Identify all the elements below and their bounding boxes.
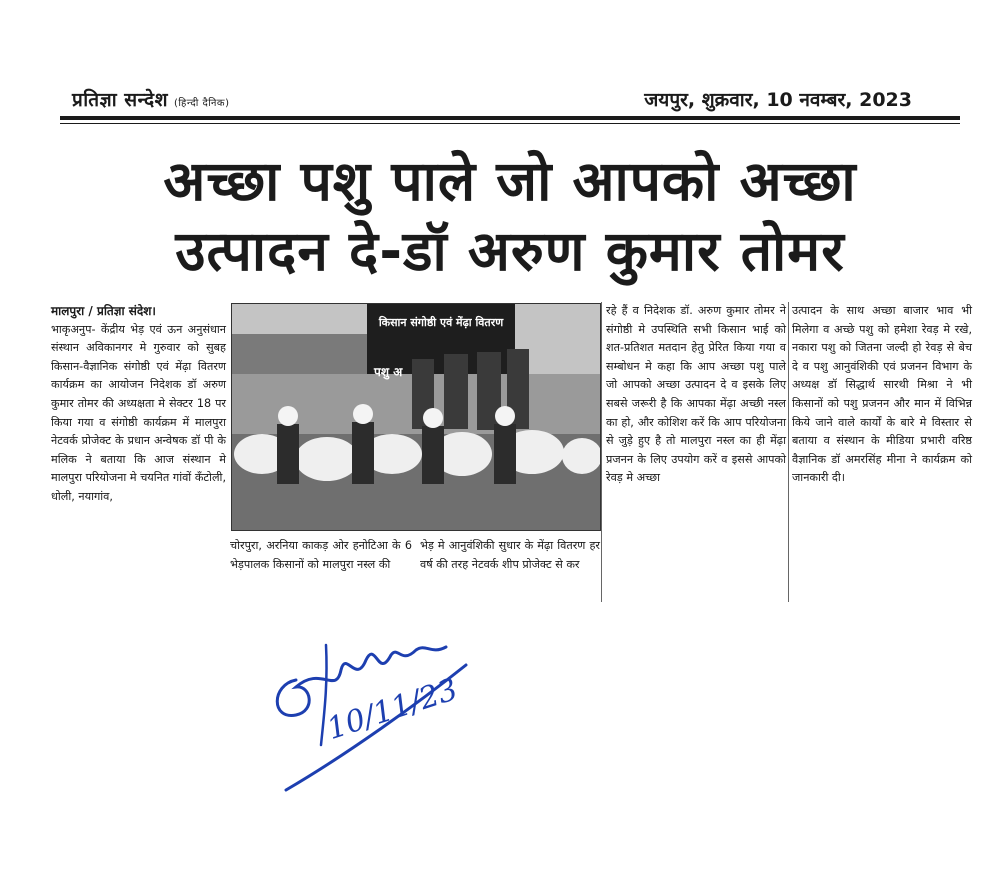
headline-line-1: अच्छा पशु पाले जो आपको अच्छा <box>163 149 857 213</box>
article-column-2: चोरपुरा, अरनिया काकड़ ओर हनोटिआ के 6 भेड़पालक किसानों को मालपुरा नस्ल की <box>230 539 412 571</box>
masthead-rule <box>60 116 960 120</box>
column-divider <box>788 302 789 602</box>
headline-line-2: उत्पादन दे-डॉ अरुण कुमार तोमर <box>175 219 845 283</box>
article-column-5: उत्पादन के साथ अच्छा बाजार भाव भी मिलेगा व अच्छे पशु को हमेशा रेवड़ मे रखे, नकारा पशु को जितना जल्दी हो रेवड़ से बेच दे व पशु आनुवंशिकी एवं प्रजनन विभाग के अध्यक्ष डॉ सिद्धार्थ सारथी मिश्रा ने भी किसानों को पशु प्रजनन और मान में विभिन्न किये जाने वाले कार्यों के बारे मे विस्तार से बताया व संस्थान के मीडिया प्रभारी वरिष्ठ वैज्ञानिक डॉ अमरसिंह मीना ने कार्यक्रम को जानकारी दी। <box>792 304 972 485</box>
column-1-text: भाकृअनुप- केंद्रीय भेड़ एवं ऊन अनुसंधान संस्थान अविकानगर मे गुरुवार को सुबह किसान-वैज्ञानिक संगोष्ठी एवं मेंढ़ा वितरण कार्यक्रम का आयोजन निदेशक डॉ अरुण कुमार तोमर की अध्यक्षता मे सेक्टर 18 पर किया गया व संगोष्ठी कार्यक्रम में मालपुरा नेटवर्क प्रोजेक्ट के प्रधान अन्वेषक डॉ पी के मलिक ने बताया कि आज संस्थान मे मालपुरा परियोजना मे चयनित गांवों कँटोली, धोली, नयागांव, <box>51 322 226 503</box>
paper-name: प्रतिज्ञा सन्देश <box>72 89 169 111</box>
masthead-date: जयपुर, शुक्रवार, 10 नवम्बर, 2023 <box>644 89 912 111</box>
signature-date: 10/11/23 <box>322 672 462 747</box>
photo-illustration <box>232 304 600 530</box>
article-column-3: भेड़ मे आनुवंशिकी सुधार के मेंढ़ा वितरण हर वर्ष की तरह नेटवर्क शीप प्रोजेक्ट से कर <box>420 539 600 571</box>
photo-sub-text: पशु अ <box>374 365 403 379</box>
masthead-paper-name <box>72 86 230 112</box>
article-dateline: मालपुरा / प्रतिज्ञा संदेश। <box>51 304 156 318</box>
paper-type: (हिन्दी दैनिक) <box>174 98 230 109</box>
article-column-4: रहे हैं व निदेशक डॉ. अरुण कुमार तोमर ने संगोष्ठी मे उपस्थिति सभी किसान भाई को शत-प्रतिशत मतदान हेतु प्रेरित किया गया व सम्बोधन मे कहा कि आप अच्छा पशु पाले जो आपको अच्छा उत्पादन दे व इसके लिए सबसे जरूरी है कि आपका मेंढ़ा अच्छी नस्ल का हो, और कोशिश करें कि आप परियोजना से जुड़े हुए है तो मालपुरा नस्ल का ही मेंढ़ा प्रजनन के लिए उपयोग करें व इससे आपको रेवड़ मे अच्छा <box>606 304 786 485</box>
photo-banner-text: किसान संगोष्ठी एवं मेंढ़ा वितरण <box>378 316 504 329</box>
masthead-rule-thin <box>60 123 960 124</box>
news-photo <box>231 303 601 531</box>
article-column-1 <box>51 302 226 507</box>
column-divider <box>601 302 602 602</box>
